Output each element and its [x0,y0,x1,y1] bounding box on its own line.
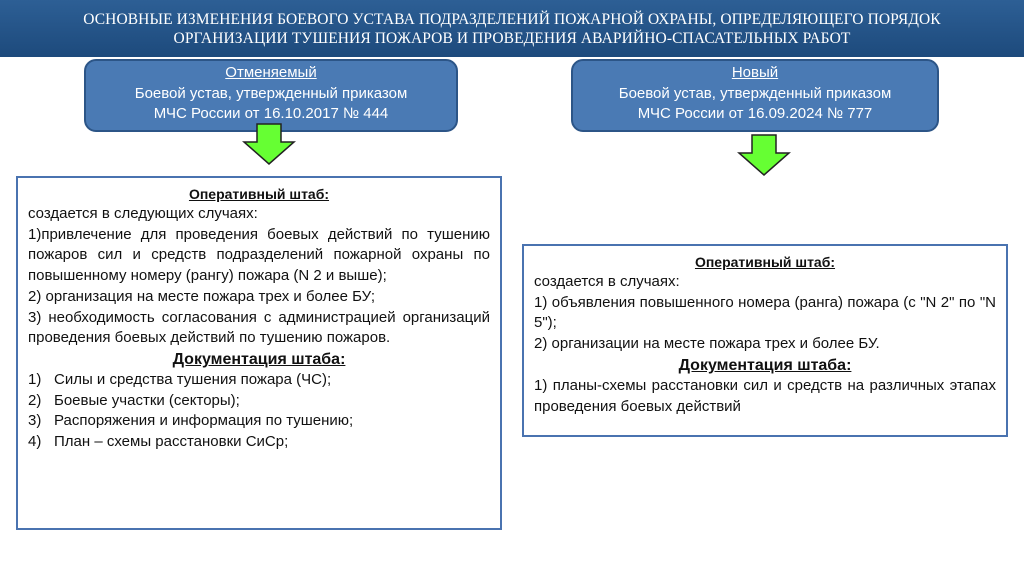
old-charter-label [84,59,458,132]
new-staff-heading: Оперативный штаб: [694,254,836,270]
new-docs-item-1: 1) планы-схемы расстановки сил и средств на различных этапах проведения боевых действий [534,376,996,415]
list-item-number: 4) [28,433,42,451]
new-charter-label [571,59,939,132]
title-banner [0,0,1024,57]
new-charter-title: Новый [731,64,779,81]
list-item [28,391,490,412]
old-staff-intro: создается в следующих случаях: [28,205,258,222]
list-item [28,432,490,453]
old-staff-case-2: 2) организация на месте пожара трех и более БУ; [28,287,376,305]
new-charter-line-1: Боевой устав, утвержденный приказом [618,84,892,102]
old-staff-case-1: 1)привлечение для проведения боевых действий по тушению пожаров сил и средств подразделений пожарной охраны по повышенному номеру (рангу) пожара (N 2 и выше); [28,225,490,285]
list-item [28,370,490,391]
list-item-number: 3) [28,412,42,430]
new-staff-case-1: 1) объявления повышенного номера (ранга) пожара (с "N 2" по "N 5"); [534,293,996,332]
list-item [28,411,490,432]
new-charter-line-2: МЧС России от 16.09.2024 № 777 [637,105,873,122]
old-charter-line-1: Боевой устав, утвержденный приказом [134,84,408,102]
new-docs-heading: Документация штаба: [678,356,852,374]
list-item-text: План – схемы расстановки СиСр; [54,433,289,451]
list-item-text: Боевые участки (секторы); [54,391,240,409]
list-item-text: Силы и средства тушения пожара (ЧС); [54,370,332,388]
list-item-text: Распоряжения и информация по тушению; [54,412,354,430]
down-arrow-icon [242,123,296,165]
new-staff-panel [522,244,1008,437]
old-staff-case-3: 3) необходимость согласования с администрацией организаций проведения боевых действий по тушению пожаров. [28,308,490,347]
old-docs-heading: Документация штаба: [172,350,346,368]
down-arrow-icon [737,134,791,176]
old-charter-line-2: МЧС России от 16.10.2017 № 444 [153,105,389,122]
new-staff-case-2: 2) организации на месте пожара трех и более БУ. [534,335,880,353]
old-staff-panel [16,176,502,530]
old-staff-heading: Оперативный штаб: [188,186,330,202]
new-staff-intro: создается в случаях: [534,273,680,290]
old-docs-list [28,370,490,453]
list-item-number: 2) [28,391,42,409]
old-charter-title: Отменяемый [225,64,317,81]
page-title-line-2: ОРГАНИЗАЦИИ ТУШЕНИЯ ПОЖАРОВ И ПРОВЕДЕНИЯ АВАРИЙНО-СПАСАТЕЛЬНЫХ РАБОТ [173,29,851,47]
page-title-line-1: ОСНОВНЫЕ ИЗМЕНЕНИЯ БОЕВОГО УСТАВА ПОДРАЗДЕЛЕНИЙ ПОЖАРНОЙ ОХРАНЫ, ОПРЕДЕЛЯЮЩЕГО ПОРЯДОК [83,10,941,28]
list-item-number: 1) [28,370,42,388]
